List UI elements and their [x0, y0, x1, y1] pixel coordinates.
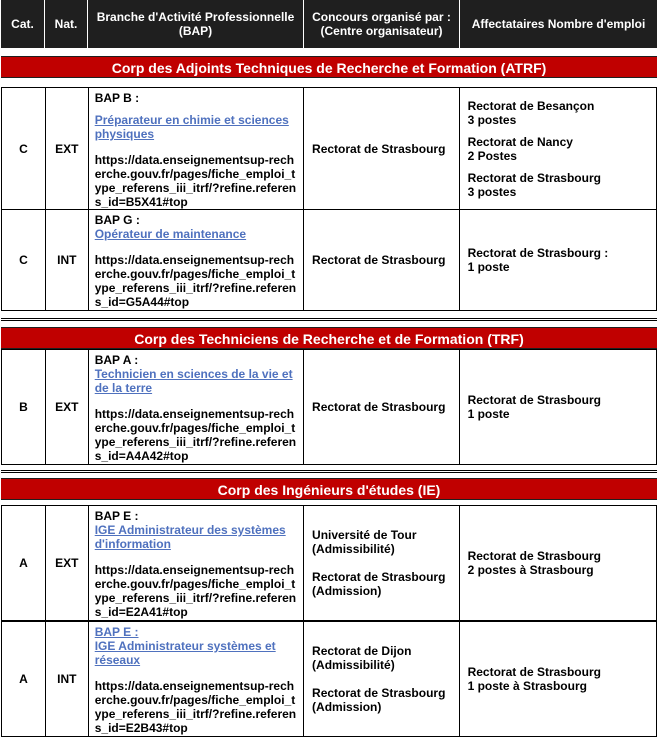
cell-nat: INT — [46, 210, 89, 310]
fiche-url: https://data.enseignementsup-recherche.gouv.fr/pages/fiche_emploi_type_referens_iii_itrf/?refine.referens_id=E2B43#top — [94, 679, 297, 735]
table-row — [1, 505, 657, 621]
header-cat: Cat. — [1, 0, 45, 48]
fiche-link[interactable]: IGE Administrateur systèmes et réseaux — [94, 639, 276, 667]
fiche-url: https://data.enseignementsup-recherche.gouv.fr/pages/fiche_emploi_type_referens_iii_itrf/?refine.referens_id=A4A42#top — [94, 407, 297, 463]
cell-bap — [89, 350, 304, 464]
org-line: Rectorat de Strasbourg — [312, 570, 446, 584]
header-bap: Branche d'Activité Professionnelle (BAP) — [88, 0, 304, 48]
header-affectataires: Affectataires Nombre d'emploi — [471, 17, 646, 31]
cell-affectataires — [460, 210, 656, 310]
org-line: Rectorat de Strasbourg — [312, 141, 446, 156]
aff-line: 3 postes — [467, 184, 517, 199]
aff-line: Rectorat de Strasbourg — [467, 393, 601, 407]
cell-bap — [89, 506, 304, 620]
divider — [1, 470, 657, 473]
org-line: Rectorat de Strasbourg — [312, 686, 446, 700]
table-row — [1, 209, 657, 311]
cell-nat: INT — [46, 622, 89, 736]
aff-line: Rectorat de Nancy — [467, 134, 573, 149]
cell-nat: EXT — [46, 88, 89, 209]
fiche-url: https://data.enseignementsup-recherche.gouv.fr/pages/fiche_emploi_type_referens_iii_itrf/?refine.referens_id=G5A44#top — [94, 253, 297, 309]
aff-line: Rectorat de Strasbourg — [467, 549, 601, 563]
cell-bap — [89, 88, 304, 209]
cell-cat: C — [2, 88, 46, 209]
bap-code-link[interactable]: BAP E : — [94, 625, 139, 639]
org-line: (Admissibilité) — [312, 542, 395, 556]
cell-affectataires — [460, 622, 656, 736]
aff-line: 1 poste — [467, 260, 510, 274]
cell-nat: EXT — [46, 506, 89, 620]
aff-line: Rectorat de Strasbourg : — [467, 246, 609, 260]
cell-concours — [304, 350, 460, 464]
fiche-url: https://data.enseignementsup-recherche.gouv.fr/pages/fiche_emploi_type_referens_iii_itrf/?refine.referens_id=E2A41#top — [94, 563, 297, 619]
fiche-url: https://data.enseignementsup-recherche.gouv.fr/pages/fiche_emploi_type_referens_iii_itrf/?refine.referens_id=B5X41#top — [94, 153, 297, 209]
table-row — [1, 621, 657, 737]
aff-line: 2 postes à Strasbourg — [467, 563, 594, 577]
bap-code: BAP B : — [94, 91, 140, 105]
section-title: Corp des Ingénieurs d'études (IE) — [1, 478, 657, 500]
cell-concours — [304, 506, 460, 620]
cell-affectataires — [460, 506, 656, 620]
aff-line: 3 postes — [467, 112, 517, 127]
org-line: Rectorat de Dijon — [312, 644, 412, 658]
table-header — [1, 0, 657, 48]
emplois-table — [1, 0, 657, 737]
fiche-link[interactable]: Opérateur de maintenance — [94, 227, 247, 241]
org-line: Université de Tour — [312, 528, 417, 542]
org-line: Rectorat de Strasbourg — [312, 253, 446, 267]
bap-code: BAP G : — [94, 213, 140, 227]
org-line: (Admissibilité) — [312, 658, 395, 672]
org-line: Rectorat de Strasbourg — [312, 400, 446, 414]
cell-cat: C — [2, 210, 46, 310]
bap-code: BAP A : — [94, 353, 139, 367]
cell-concours — [304, 88, 460, 209]
cell-concours — [304, 210, 460, 310]
aff-line: 1 poste — [467, 407, 510, 421]
table-row — [1, 87, 657, 210]
bap-code: BAP E : — [94, 509, 139, 523]
fiche-link[interactable]: Préparateur en chimie et sciences physiques — [94, 113, 289, 141]
aff-line: 1 poste à Strasbourg — [467, 679, 587, 693]
aff-line: Rectorat de Strasbourg — [467, 170, 601, 185]
cell-bap — [89, 622, 304, 736]
cell-nat: EXT — [46, 350, 89, 464]
aff-line: Rectorat de Besançon — [467, 98, 595, 113]
cell-cat: A — [2, 622, 46, 736]
aff-line: 2 Postes — [467, 148, 517, 163]
header-concours: Concours organisé par : (Centre organisateur) — [304, 0, 460, 48]
fiche-link[interactable]: Technicien en sciences de la vie et de la terre — [94, 367, 293, 395]
table-row — [1, 349, 657, 465]
section-title: Corp des Adjoints Techniques de Recherche et Formation (ATRF) — [1, 56, 657, 78]
cell-affectataires — [460, 88, 656, 209]
fiche-link[interactable]: IGE Administrateur des systèmes d'information — [94, 523, 286, 551]
org-line: (Admission) — [312, 584, 382, 598]
cell-bap — [89, 210, 304, 310]
divider — [1, 318, 657, 321]
cell-cat: B — [2, 350, 46, 464]
cell-concours — [304, 622, 460, 736]
cell-affectataires — [460, 350, 656, 464]
org-line: (Admission) — [312, 700, 382, 714]
section-title: Corp des Techniciens de Recherche et de Formation (TRF) — [1, 327, 657, 349]
cell-cat: A — [2, 506, 46, 620]
aff-line: Rectorat de Strasbourg — [467, 665, 601, 679]
header-nat: Nat. — [45, 0, 88, 48]
